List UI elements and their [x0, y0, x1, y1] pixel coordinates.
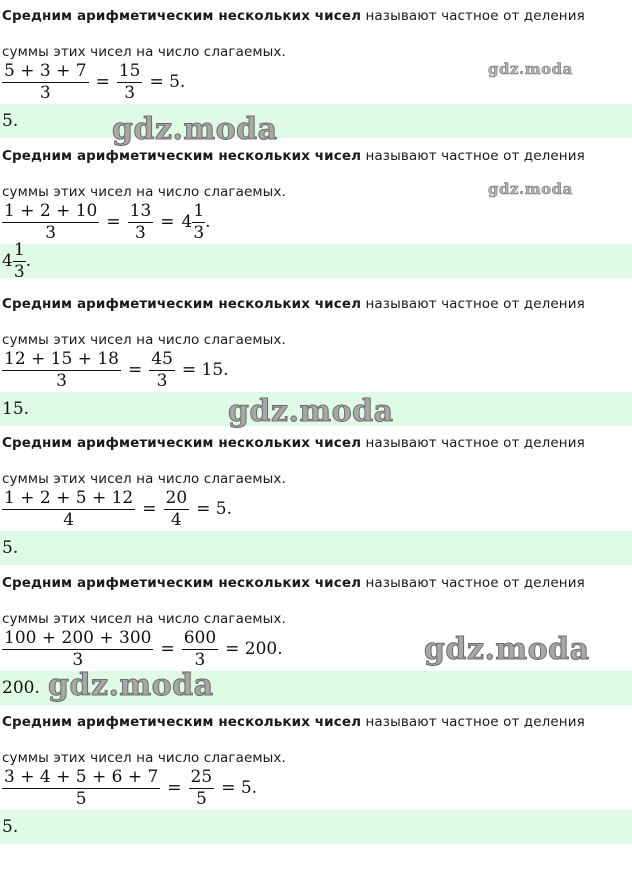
fraction-denominator: 3 — [194, 649, 206, 670]
definition-rest: называют частное от деления — [361, 714, 585, 730]
fraction-denominator: 5 — [195, 788, 207, 809]
period: . — [25, 250, 32, 271]
result-fraction — [117, 62, 143, 103]
answer-band — [0, 810, 632, 844]
fraction-denominator: 3 — [156, 370, 168, 391]
formula — [2, 62, 185, 102]
result-fraction — [149, 350, 175, 391]
mixed-whole: 4 — [2, 250, 13, 271]
definition-line2: суммы этих чисел на число слагаемых. — [2, 611, 286, 627]
answer-band — [0, 531, 632, 565]
mixed-fraction — [192, 202, 205, 243]
watermark-logo: gdz.moda — [48, 668, 214, 703]
watermark-logo: gdz.moda — [112, 112, 278, 147]
answer-band — [0, 239, 632, 282]
result-fraction — [128, 202, 154, 243]
definition-text — [2, 567, 630, 636]
fraction-numerator: 13 — [129, 200, 152, 221]
fraction-numerator: 12 + 15 + 18 — [4, 348, 119, 369]
answer-value — [2, 239, 32, 282]
definition-text — [2, 0, 630, 69]
fraction-denominator: 4 — [170, 509, 182, 530]
watermark-logo: gdz.moda — [228, 394, 394, 429]
definition-bold: Средним арифметическим нескольких чисел — [2, 296, 362, 312]
definition-text — [2, 288, 630, 357]
watermark-logo: gdz.moda — [488, 180, 573, 198]
sum-fraction — [2, 202, 99, 243]
watermark-logo: gdz.moda — [424, 632, 590, 667]
fraction-denominator: 3 — [193, 222, 205, 243]
definition-rest: называют частное от деления — [361, 435, 585, 451]
equals-sign: = — [106, 211, 121, 232]
equals-sign: = — [95, 71, 110, 92]
equals-sign: = — [160, 638, 175, 659]
result-value: = 15. — [181, 359, 229, 380]
fraction-numerator: 1 + 2 + 5 + 12 — [4, 487, 134, 508]
formula — [2, 489, 232, 529]
result-fraction — [189, 768, 215, 809]
fraction-numerator: 3 + 4 + 5 + 6 + 7 — [4, 766, 159, 787]
sum-fraction — [2, 62, 89, 103]
equals-sign: = — [167, 777, 182, 798]
sum-fraction — [2, 489, 135, 530]
exercise-block-2 — [0, 140, 632, 282]
fraction-numerator: 5 + 3 + 7 — [4, 60, 87, 81]
result-fraction — [182, 629, 218, 670]
exercise-block-6 — [0, 706, 632, 845]
definition-line2: суммы этих чисел на число слагаемых. — [2, 750, 286, 766]
definition-line2: суммы этих чисел на число слагаемых. — [2, 332, 286, 348]
fraction-denominator: 3 — [39, 82, 51, 103]
definition-rest: называют частное от деления — [361, 8, 585, 24]
definition-text — [2, 140, 630, 209]
definition-bold: Средним арифметическим нескольких чисел — [2, 575, 362, 591]
mixed-number — [2, 241, 31, 282]
sum-fraction — [2, 629, 153, 670]
fraction-denominator: 5 — [75, 788, 87, 809]
answer-band — [0, 104, 632, 138]
definition-bold: Средним арифметическим нескольких чисел — [2, 714, 362, 730]
definition-line2: суммы этих чисел на число слагаемых. — [2, 184, 286, 200]
answer-value: 5. — [2, 111, 19, 131]
definition-line2: суммы этих чисел на число слагаемых. — [2, 471, 286, 487]
mixed-number — [182, 202, 211, 243]
definition-rest: называют частное от деления — [361, 148, 585, 164]
sum-fraction — [2, 350, 121, 391]
answer-value: 5. — [2, 538, 19, 558]
definition-text — [2, 427, 630, 496]
fraction-denominator: 3 — [56, 370, 67, 391]
formula — [2, 202, 211, 242]
definition-bold: Средним арифметическим нескольких чисел — [2, 8, 362, 24]
watermark-logo: gdz.moda — [488, 60, 573, 78]
answer-value: 200. — [2, 678, 40, 698]
definition-rest: называют частное от деления — [361, 296, 585, 312]
definition-rest: называют частное от деления — [361, 575, 585, 591]
result-fraction — [164, 489, 190, 530]
fraction-denominator: 3 — [45, 222, 57, 243]
result-value: = 5. — [221, 777, 258, 798]
fraction-numerator: 1 — [13, 239, 25, 260]
answer-value: 15. — [2, 399, 30, 419]
exercise-block-4 — [0, 427, 632, 566]
definition-bold: Средним арифметическим нескольких чисел — [2, 148, 362, 164]
fraction-denominator: 3 — [72, 649, 84, 670]
definition-bold: Средним арифметическим нескольких чисел — [2, 435, 362, 451]
fraction-numerator: 600 — [183, 627, 217, 648]
equals-sign: = — [128, 359, 143, 380]
fraction-denominator: 3 — [13, 261, 25, 282]
formula — [2, 629, 283, 669]
formula — [2, 768, 257, 808]
fraction-numerator: 45 — [151, 348, 173, 369]
mixed-whole: 4 — [181, 211, 193, 232]
fraction-denominator: 3 — [124, 82, 136, 103]
sum-fraction — [2, 768, 160, 809]
result-value: = 5. — [149, 71, 186, 92]
result-value: = 200. — [225, 638, 283, 659]
fraction-denominator: 3 — [135, 222, 146, 243]
result-value: = 5. — [196, 498, 233, 519]
equals-sign: = — [160, 211, 175, 232]
answer-value: 5. — [2, 817, 19, 837]
fraction-numerator: 25 — [190, 766, 213, 787]
fraction-denominator: 4 — [63, 509, 75, 530]
fraction-numerator: 100 + 200 + 300 — [4, 627, 152, 648]
formula — [2, 350, 229, 390]
period: . — [205, 211, 211, 232]
fraction-numerator: 15 — [118, 60, 141, 81]
fraction-numerator: 1 — [193, 200, 205, 221]
definition-text — [2, 706, 630, 775]
definition-line2: суммы этих чисел на число слагаемых. — [2, 44, 286, 60]
fraction-numerator: 20 — [165, 487, 188, 508]
equals-sign: = — [142, 498, 157, 519]
fraction-numerator: 1 + 2 + 10 — [4, 200, 98, 221]
mixed-fraction — [13, 241, 26, 282]
